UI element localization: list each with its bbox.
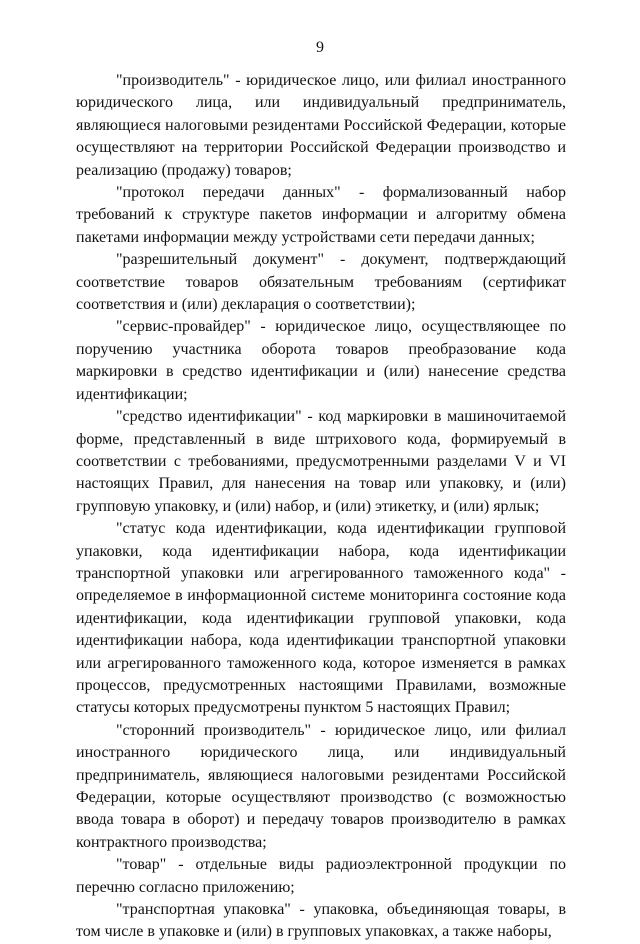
definition-paragraph: "сервис-провайдер" - юридическое лицо, осуществляющее по поручению участника оборота товаров преобразование кода маркировки в средство идентификации и (или) нанесение средства идентификации; bbox=[76, 318, 566, 403]
definition-paragraph: "разрешительный документ" - документ, подтверждающий соответствие товаров обязательным требованиям (сертификат соответствия и (или) декларация о соответствии); bbox=[76, 251, 566, 314]
definition-paragraph: "статус кода идентификации, кода идентификации групповой упаковки, кода идентификации набора, кода идентификации транспортной упаковки или агрегированного таможенного кода" - определяемое в информационной системе мониторинга состояние кода идентификации, кода идентификации групповой упаковки, кода идентификации набора, кода идентификации транспортной упаковки или агрегированного таможенного кода, которое изменяется в рамках процессов, предусмотренных настоящими Правилами, возможные статусы которых предусмотрены пунктом 5 настоящих Правил; bbox=[76, 520, 566, 717]
definition-paragraph: "сторонний производитель" - юридическое лицо, или филиал иностранного юридического лица, или индивидуальный предприниматель, являющиеся налоговыми резидентами Российской Федерации, которые осуществляют производство (с возможностью ввода товара в оборот) и передачу товаров производителю в рамках контрактного производства; bbox=[76, 721, 566, 851]
definition-paragraph: "транспортная упаковка" - упаковка, объединяющая товары, в том числе в упаковке и (или) в групповых упаковках, а также наборы, bbox=[76, 901, 566, 941]
definition-paragraph: "товар" - отдельные виды радиоэлектронной продукции по перечню согласно приложению; bbox=[76, 856, 566, 896]
page-number: 9 bbox=[316, 39, 324, 56]
document-body bbox=[76, 70, 566, 944]
definition-paragraph: "производитель" - юридическое лицо, или филиал иностранного юридического лица, или индивидуальный предприниматель, являющиеся налоговыми резидентами Российской Федерации, которые осуществляют на территории Российской Федерации производство и реализацию (продажу) товаров; bbox=[76, 72, 566, 179]
definition-paragraph: "протокол передачи данных" - формализованный набор требований к структуре пакетов информации и алгоритму обмена пакетами информации между устройствами сети передачи данных; bbox=[76, 184, 566, 246]
definition-paragraph: "средство идентификации" - код маркировки в машиночитаемой форме, представленный в виде штрихового кода, формируемый в соответствии с требованиями, предусмотренными разделами V и VI настоящих Правил, для нанесения на товар или упаковку, и (или) групповую упаковку, и (или) набор, и (или) этикетку, и (или) ярлык; bbox=[76, 408, 566, 515]
